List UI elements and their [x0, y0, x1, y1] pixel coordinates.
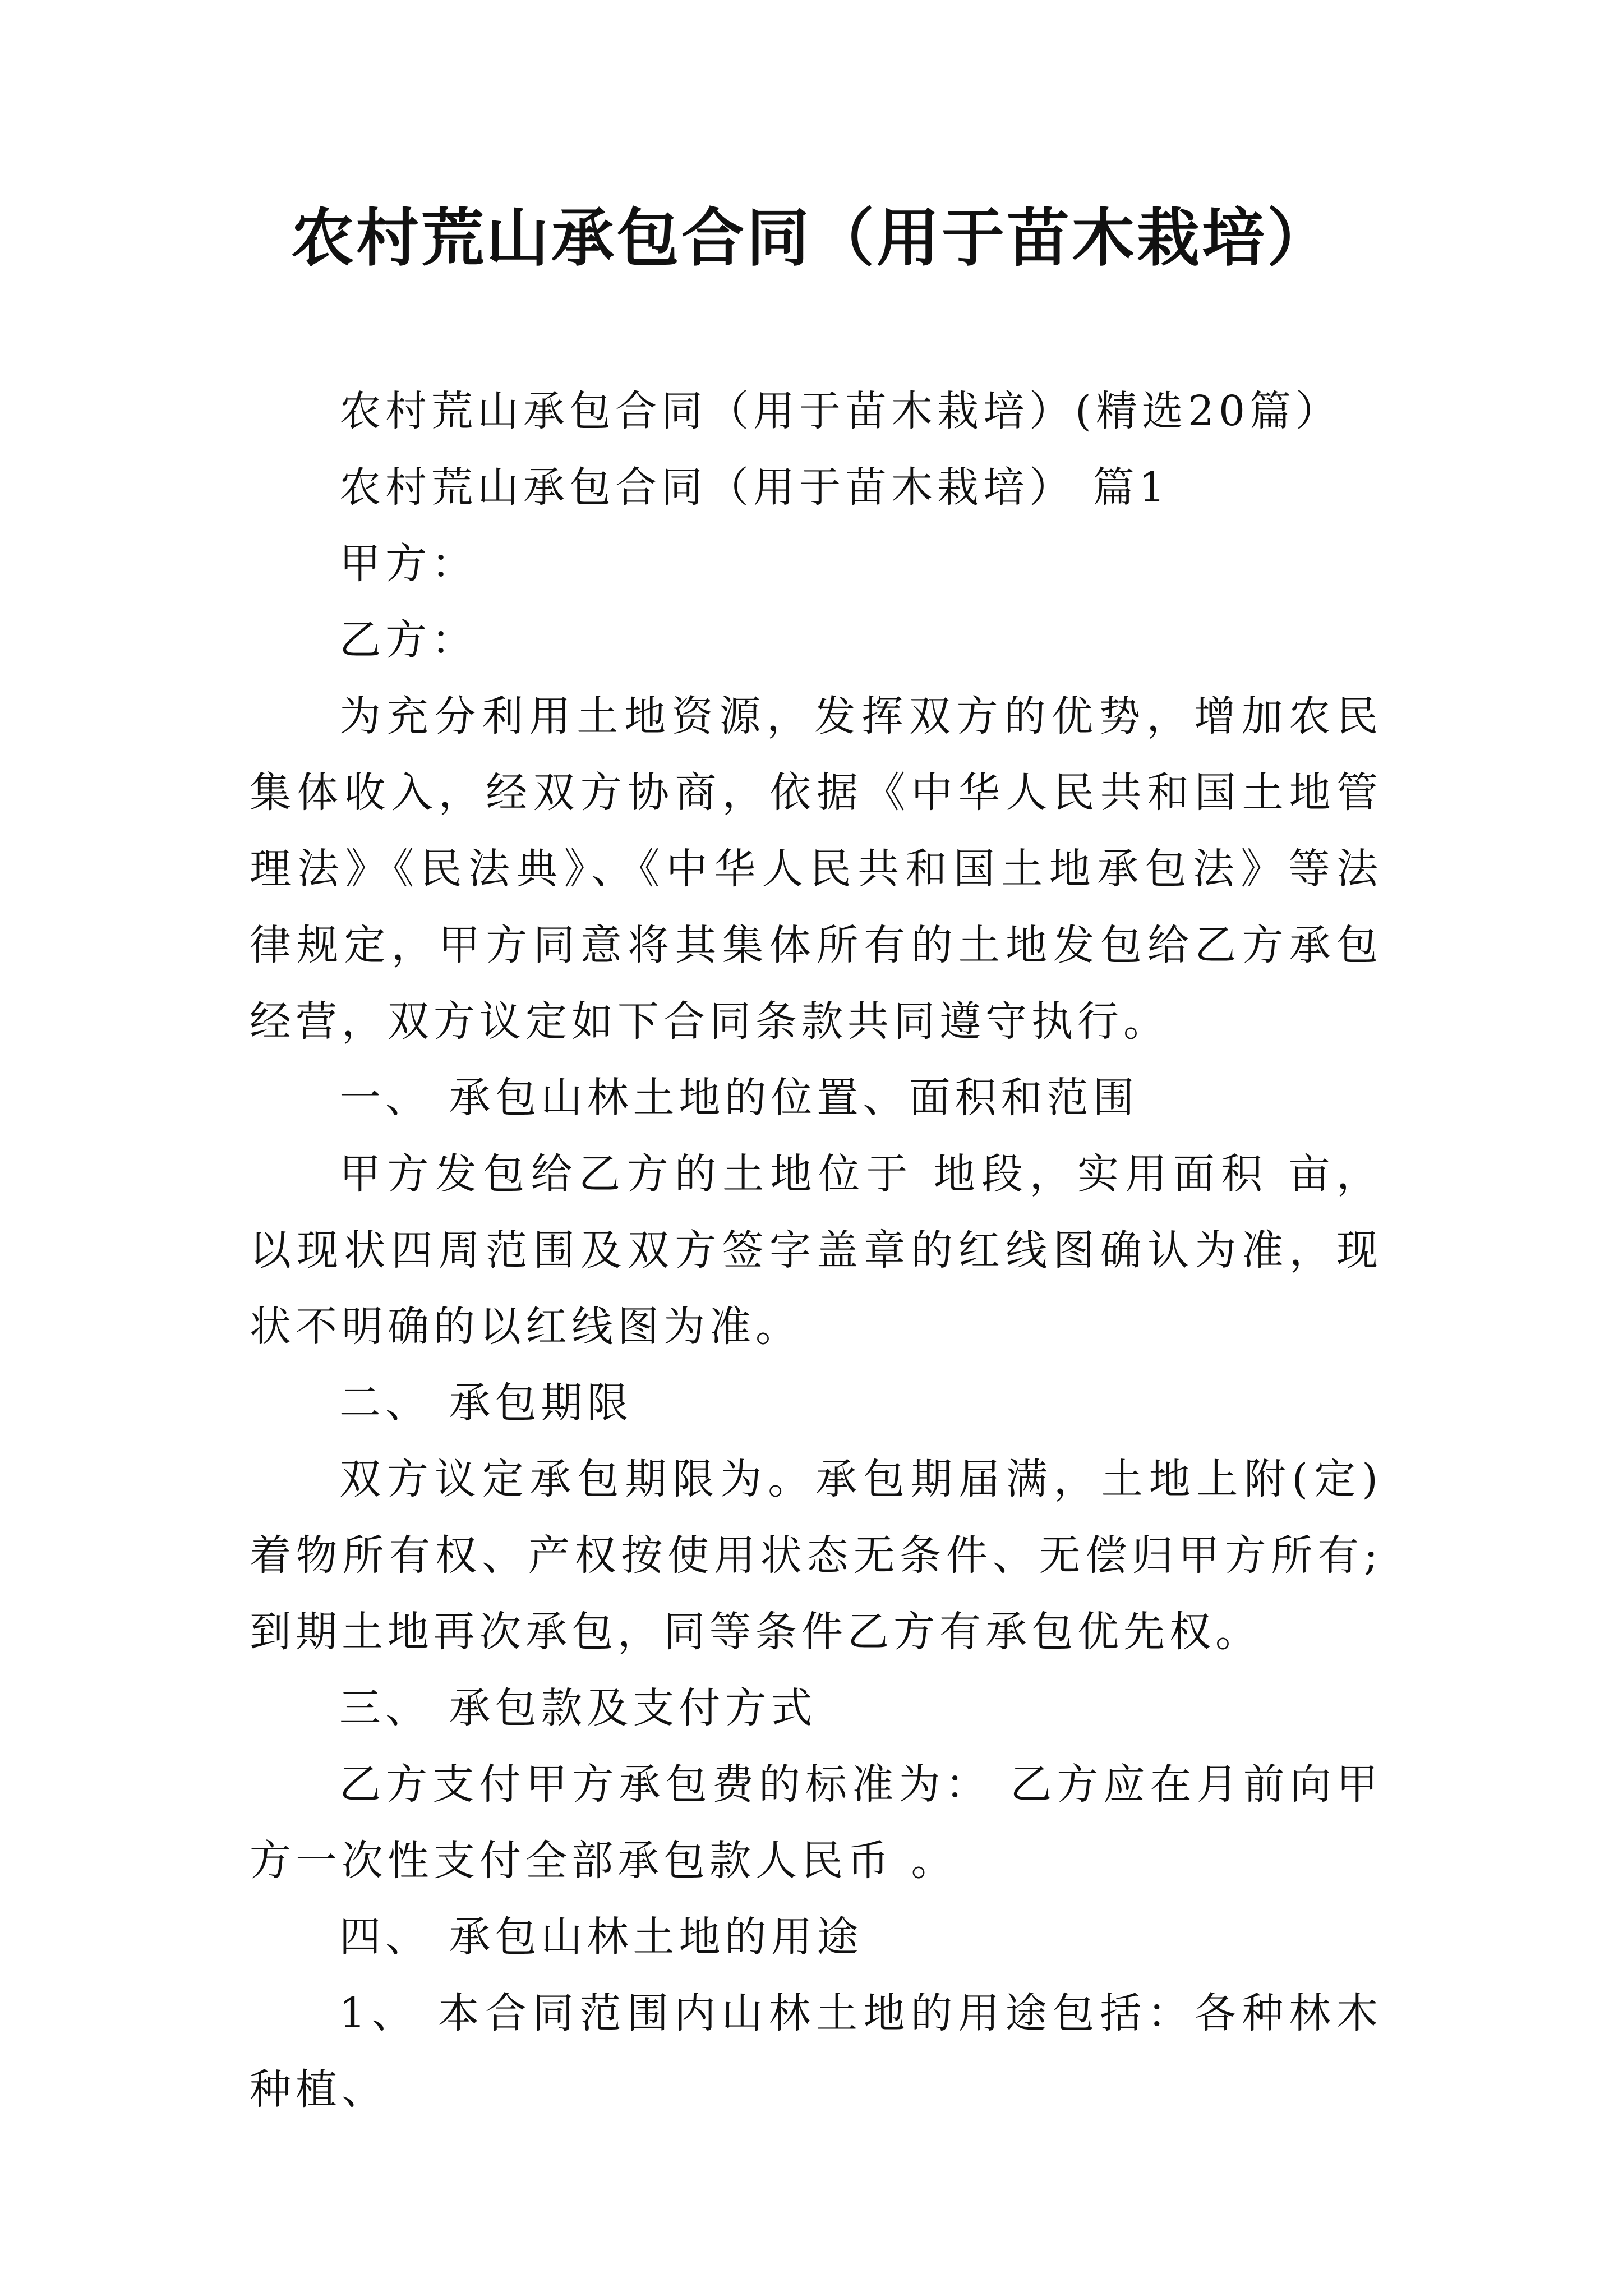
- clause-heading-2: 二、 承包期限: [339, 1379, 633, 1427]
- clause-heading-4: 四、 承包山林土地的用途: [339, 1913, 863, 1961]
- clause-heading-1: 一、 承包山林土地的位置、面积和范围: [339, 1074, 1139, 1122]
- subtitle-collection: 农村荒山承包合同（用于苗木栽培）(精选20篇）: [339, 387, 1342, 435]
- clause-body-2: 双方议定承包期限为。承包期届满，土地上附(定)着物所有权、产权按使用状态无条件、无偿归甲方所有;到期土地再次承包，同等条件乙方有承包优先权。: [250, 1455, 1382, 1656]
- party-a-line: 甲方：: [339, 540, 477, 588]
- preamble-paragraph: 为充分利用土地资源，发挥双方的优势，增加农民集体收入，经双方协商，依据《中华人民共和国土地管理法》《民法典》、《中华人民共和国土地承包法》等法律规定，甲方同意将其集体所有的土地发包给乙方承包经营，双方议定如下合同条款共同遵守执行。: [250, 692, 1382, 1046]
- document-title: 农村荒山承包合同（用于苗木栽培）: [291, 202, 1332, 275]
- section-heading-part-1: 农村荒山承包合同（用于苗木栽培） 篇1: [339, 463, 1170, 512]
- clause-body-3: 乙方支付甲方承包费的标准为： 乙方应在月前向甲方一次性支付全部承包款人民币 。: [250, 1760, 1382, 1885]
- clause-body-1: 甲方发包给乙方的土地位于 地段，实用面积 亩，以现状四周范围及双方签字盖章的红线图确认为准，现状不明确的以红线图为准。: [250, 1150, 1382, 1351]
- clause-body-4-item-1: 1、 本合同范围内山林土地的用途包括：各种林木种植、: [250, 1989, 1382, 2114]
- party-b-line: 乙方：: [339, 616, 477, 664]
- clause-heading-3: 三、 承包款及支付方式: [339, 1684, 817, 1732]
- document-body: [250, 373, 1382, 2128]
